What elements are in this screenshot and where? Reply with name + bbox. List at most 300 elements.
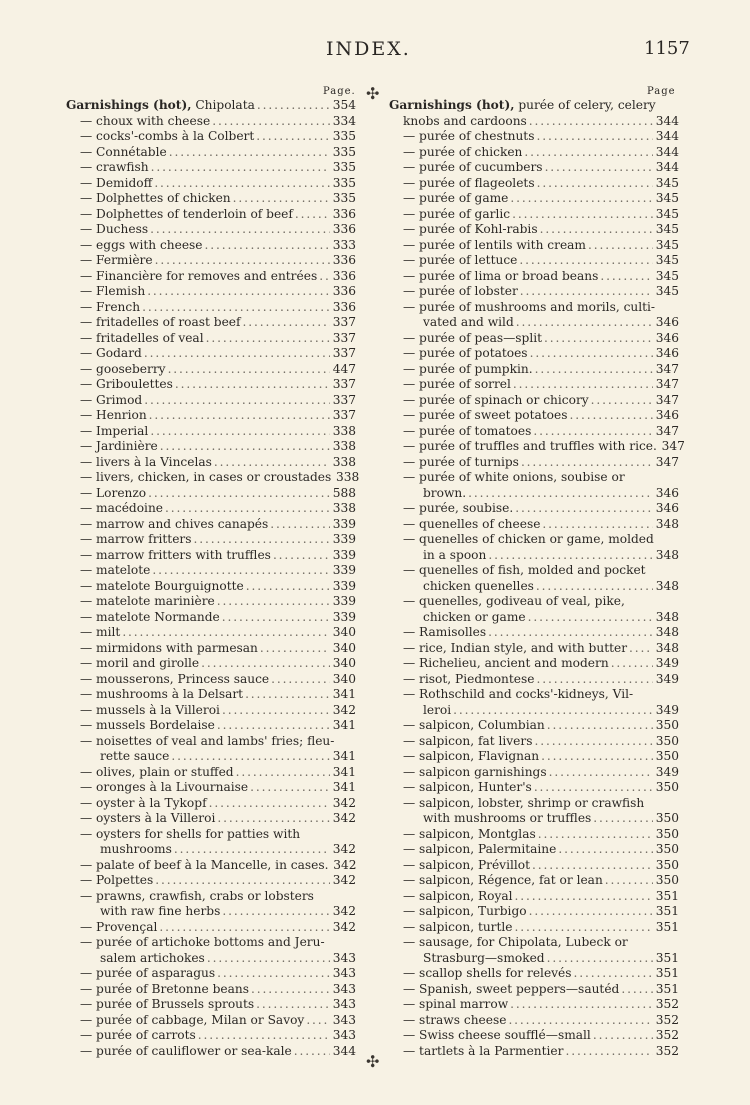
index-entry-text: — Dolphettes of tenderloin of beef xyxy=(80,206,293,221)
index-entry-text: — mousserons, Princess sauce xyxy=(80,671,270,686)
index-entry-text: — purée of garlic xyxy=(403,206,511,221)
index-entry-text: — livers à la Vincelas xyxy=(80,454,212,469)
index-entry xyxy=(389,935,679,966)
index-entry-text: — gooseberry xyxy=(80,361,166,376)
index-entry-text: — purée of sorrel xyxy=(403,377,511,391)
index-entry-text: — quenelles, godiveau of veal, pike, xyxy=(403,594,625,608)
index-entry xyxy=(389,517,679,533)
index-entry xyxy=(389,269,679,285)
page-reference: 352 xyxy=(655,1012,679,1027)
index-entry-text: — oysters à la Villeroi xyxy=(80,811,216,825)
index-entry xyxy=(389,734,679,750)
index-entry xyxy=(66,1013,356,1029)
index-entry xyxy=(66,377,356,393)
page-reference: 346 xyxy=(655,485,679,500)
page-reference: 341 xyxy=(332,687,356,701)
index-entry xyxy=(389,362,679,378)
index-entry xyxy=(66,207,356,223)
index-entry-text: Garnishings (hot), Chipolata xyxy=(66,98,255,112)
index-entry xyxy=(66,129,356,145)
page-reference: 338 xyxy=(335,470,360,484)
index-entry-text: — salpicon, Hunter's xyxy=(403,780,532,794)
index-entry xyxy=(389,594,679,625)
index-entry xyxy=(66,780,356,796)
page-reference: 347 xyxy=(655,392,679,407)
index-entry xyxy=(66,610,356,626)
index-entry xyxy=(389,253,679,269)
page-reference: 351 xyxy=(655,919,679,934)
index-entry-text: — Imperial xyxy=(80,423,149,438)
index-entry-text: — salpicon garnishings xyxy=(403,764,547,779)
index-entry-text: — Grimod xyxy=(80,392,143,407)
index-entry-text: — sausage, for Chipolata, Lubeck or xyxy=(403,935,628,949)
page-reference: 350 xyxy=(655,733,679,748)
index-entry xyxy=(66,176,356,192)
index-entry xyxy=(66,532,356,548)
index-entry xyxy=(389,625,679,641)
page-reference: 335 xyxy=(332,175,356,190)
page-reference: 350 xyxy=(655,811,679,825)
page-reference: 350 xyxy=(655,718,679,732)
index-entry-text: — purée of cabbage, Milan or Savoy xyxy=(80,1012,305,1027)
index-entry-text: — quenelles of fish, molded and pocket xyxy=(403,563,646,577)
page-reference: 335 xyxy=(332,191,356,205)
index-entry-text: — purée of artichoke bottoms and Jeru- xyxy=(80,935,325,949)
index-entry-text: — macédoine xyxy=(80,501,164,515)
index-entry-text: — salpicon, turtle xyxy=(403,919,513,934)
page-reference: 343 xyxy=(332,1028,356,1042)
index-entry-text: — purée of asparagus xyxy=(80,966,216,980)
index-entry-text: — purée, soubise. xyxy=(403,501,514,515)
index-entry-text: — mussels Bordelaise xyxy=(80,718,215,732)
index-entry xyxy=(389,238,679,254)
index-entry xyxy=(389,889,679,905)
index-entry-text: knobs and cardoons xyxy=(403,113,527,128)
page-reference: 347 xyxy=(655,423,679,438)
index-entry xyxy=(389,982,679,998)
index-entry-text: — fritadelles of veal xyxy=(80,330,204,345)
page-reference: 339 xyxy=(332,594,356,608)
index-entry-text: — mirmidons with parmesan xyxy=(80,640,258,655)
index-entry-text: leroi xyxy=(423,702,452,717)
index-entry-text: — purée of cauliflower or sea-kale xyxy=(80,1043,292,1058)
page-reference: 337 xyxy=(332,330,356,345)
index-entry xyxy=(66,734,356,765)
index-entry-text: — marrow fritters xyxy=(80,532,192,546)
page-reference: 334 xyxy=(332,113,356,128)
index-entry-text: rette sauce xyxy=(100,749,170,763)
right-index-column xyxy=(389,98,685,1059)
index-entry xyxy=(66,455,356,471)
page-reference: 345 xyxy=(655,284,679,298)
index-entry xyxy=(389,222,679,238)
index-entry xyxy=(66,238,356,254)
index-entry-text: Strasburg—smoked xyxy=(423,950,545,965)
index-entry-text: — Griboulettes xyxy=(80,377,173,391)
index-entry xyxy=(66,439,356,455)
index-entry-text: — olives, plain or stuffed xyxy=(80,764,234,779)
index-entry xyxy=(66,594,356,610)
index-entry-text: — matelote marinière xyxy=(80,594,215,608)
index-entry-text: — purée of cucumbers xyxy=(403,160,543,174)
index-entry xyxy=(66,873,356,889)
page-reference: 345 xyxy=(655,268,679,283)
index-entry-text: — choux with cheese xyxy=(80,113,211,128)
index-entry-text: — Jardinière xyxy=(80,439,158,453)
page-reference: 336 xyxy=(332,284,356,298)
index-entry-text: — matelote xyxy=(80,563,151,577)
index-entry-text: — tartlets à la Parmentier xyxy=(403,1043,564,1058)
page-reference: 345 xyxy=(655,253,679,267)
page-reference: 342 xyxy=(332,795,356,810)
index-entry xyxy=(66,935,356,966)
index-entry-text: — Provençal xyxy=(80,919,158,934)
index-entry-text: — scallop shells for relevés xyxy=(403,966,572,980)
cross-ornament-icon: ✣ xyxy=(366,1052,380,1071)
index-entry xyxy=(389,191,679,207)
index-entry-text: — purée of Bretonne beans xyxy=(80,981,249,996)
index-entry-text: — oronges à la Livournaise xyxy=(80,780,249,794)
page-reference: 350 xyxy=(655,873,679,887)
index-entry-text: — Flemish xyxy=(80,284,146,298)
index-entry xyxy=(66,300,356,316)
page-reference: 340 xyxy=(332,671,356,686)
index-entry xyxy=(389,827,679,843)
index-entry xyxy=(389,346,679,362)
index-entry xyxy=(66,982,356,998)
index-entry xyxy=(389,563,679,594)
index-entry xyxy=(66,362,356,378)
index-entry-text: with mushrooms or truffles xyxy=(423,811,592,825)
index-entry xyxy=(66,703,356,719)
index-entry-text: chicken quenelles xyxy=(423,578,534,593)
index-entry xyxy=(66,191,356,207)
index-entry xyxy=(389,997,679,1013)
index-entry-text: — salpicon, fat livers xyxy=(403,733,533,748)
index-entry-text: — purée of lima or broad beans xyxy=(403,268,599,283)
index-entry-text: — Ramisolles xyxy=(403,625,487,639)
page-reference: 351 xyxy=(655,888,679,903)
index-entry xyxy=(66,331,356,347)
index-entry-text: — purée of game xyxy=(403,191,509,205)
index-entry xyxy=(389,377,679,393)
index-entry-text: — purée of mushrooms and morils, culti- xyxy=(403,299,656,314)
page-reference: 339 xyxy=(332,532,356,546)
index-entry xyxy=(389,842,679,858)
index-entry xyxy=(66,1028,356,1044)
index-entry xyxy=(389,765,679,781)
page-reference: 337 xyxy=(332,392,356,407)
page-reference: 447 xyxy=(332,361,356,376)
page-reference: 349 xyxy=(655,702,679,717)
index-entry-text: with raw fine herbs xyxy=(100,904,221,918)
page-reference: 345 xyxy=(655,237,679,252)
index-entry-text: — purée of lentils with cream xyxy=(403,237,586,252)
index-entry-text: — purée of sweet potatoes xyxy=(403,408,568,422)
page-reference: 346 xyxy=(655,501,679,515)
page-reference: 343 xyxy=(332,1012,356,1027)
index-entry-text: — moril and girolle xyxy=(80,656,200,670)
page-reference: 347 xyxy=(655,454,679,469)
index-entry-text: — salpicon, Montglas xyxy=(403,826,536,841)
index-entry-text: brown. xyxy=(423,485,467,500)
page-title: INDEX. xyxy=(326,38,411,60)
left-column-page-heading: Page. xyxy=(323,86,356,97)
page-reference: 342 xyxy=(332,811,356,825)
page-reference: 335 xyxy=(332,129,356,143)
page-reference: 348 xyxy=(655,578,679,593)
page-reference: 347 xyxy=(661,439,685,453)
index-entry-text: — Swiss cheese soufflé—small xyxy=(403,1028,591,1042)
index-entry xyxy=(389,207,679,223)
index-entry-text: — mussels à la Villeroi xyxy=(80,702,220,717)
index-entry-text: — Lorenzo xyxy=(80,485,147,500)
index-entry xyxy=(389,145,679,161)
index-entry xyxy=(66,811,356,827)
page-reference: 349 xyxy=(655,671,679,686)
index-entry-text: — Fermière xyxy=(80,253,153,267)
index-entry-text: — salpicon, Royal xyxy=(403,888,513,903)
page-reference: 350 xyxy=(655,842,679,856)
page-reference: 340 xyxy=(332,640,356,655)
index-entry xyxy=(66,765,356,781)
index-entry-text: — purée of chestnuts xyxy=(403,129,535,143)
index-entry-text: — eggs with cheese xyxy=(80,237,203,252)
page-reference: 343 xyxy=(332,966,356,980)
index-entry xyxy=(389,873,679,889)
page-reference: 344 xyxy=(655,113,679,128)
page-reference: 352 xyxy=(655,1043,679,1058)
index-entry-text: in a spoon xyxy=(423,547,487,562)
index-entry-text: — risot, Piedmontese xyxy=(403,671,535,686)
index-entry-text: — salpicon, Régence, fat or lean xyxy=(403,873,603,887)
page-reference: 350 xyxy=(655,749,679,763)
page-reference: 338 xyxy=(332,439,356,453)
left-index-column xyxy=(66,98,360,1059)
index-entry-text: — oysters for shells for patties with xyxy=(80,826,301,841)
index-entry xyxy=(389,160,679,176)
index-entry-text: — salpicon, Flavignan xyxy=(403,749,540,763)
page-reference: 339 xyxy=(332,609,356,624)
index-entry-text: — Financière for removes and entrées xyxy=(80,268,318,283)
index-entry-text: — salpicon, Palermitaine xyxy=(403,842,557,856)
index-entry xyxy=(66,858,356,874)
index-entry xyxy=(66,1044,356,1060)
index-entry-text: — Rothschild and cocks'-kidneys, Vil- xyxy=(403,687,634,701)
index-entry-text: — purée of potatoes xyxy=(403,346,528,360)
page-reference: 341 xyxy=(332,764,356,779)
page-reference: 348 xyxy=(655,625,679,639)
index-entry-text: — palate of beef à la Mancelle, in cases. xyxy=(80,857,329,872)
index-entry xyxy=(389,501,679,517)
index-entry xyxy=(66,114,356,130)
page-reference: 348 xyxy=(655,640,679,655)
index-entry xyxy=(389,470,679,501)
index-entry-text: mushrooms xyxy=(100,842,172,856)
index-entry xyxy=(66,517,356,533)
index-entry-text: — Polpettes xyxy=(80,873,154,887)
index-entry-text: — purée of spinach or chicory xyxy=(403,392,589,407)
index-entry xyxy=(66,889,356,920)
page-reference: 336 xyxy=(332,268,356,283)
page-reference: 350 xyxy=(655,826,679,841)
index-entry-text: — matelote Bourguignotte xyxy=(80,578,244,593)
index-entry xyxy=(66,641,356,657)
page-reference: 346 xyxy=(655,330,679,345)
index-entry xyxy=(389,687,679,718)
index-entry xyxy=(66,997,356,1013)
page-reference: 342 xyxy=(333,857,357,872)
page-reference: 345 xyxy=(655,175,679,190)
page-reference: 352 xyxy=(655,1028,679,1042)
index-entry xyxy=(389,796,679,827)
page-reference: 351 xyxy=(655,950,679,965)
page-reference: 349 xyxy=(655,764,679,779)
index-entry-text: — purée of chicken xyxy=(403,144,523,159)
page-reference: 351 xyxy=(655,904,679,918)
page-reference: 342 xyxy=(332,904,356,918)
page-reference: 344 xyxy=(655,129,679,143)
index-entry-text: — Connétable xyxy=(80,144,167,159)
index-entry xyxy=(389,641,679,657)
page-reference: 333 xyxy=(332,237,356,252)
index-entry-text: — marrow and chives canapés xyxy=(80,516,269,531)
page-reference: 348 xyxy=(655,609,679,624)
index-entry-text: — salpicon, lobster, shrimp or crawfish xyxy=(403,795,645,810)
index-entry-text: — milt xyxy=(80,625,121,639)
index-entry-text: vated and wild xyxy=(423,315,514,329)
index-entry xyxy=(66,269,356,285)
index-entry-text: — purée of turnips xyxy=(403,454,519,469)
index-entry xyxy=(66,718,356,734)
page-reference: 341 xyxy=(332,749,356,763)
index-entry xyxy=(389,393,679,409)
index-entry-text: — fritadelles of roast beef xyxy=(80,315,241,329)
index-heading-entry xyxy=(389,98,679,129)
index-entry xyxy=(66,222,356,238)
page-reference: 336 xyxy=(332,222,356,236)
page-reference: 348 xyxy=(655,547,679,562)
index-entry xyxy=(66,687,356,703)
page-reference: 339 xyxy=(332,563,356,577)
page-reference: 335 xyxy=(332,160,356,174)
page-reference: 341 xyxy=(332,780,356,794)
index-entry-text: — purée of Brussels sprouts xyxy=(80,997,255,1011)
index-entry-text: — quenelles of cheese xyxy=(403,516,541,531)
index-entry xyxy=(389,129,679,145)
page-reference: 588 xyxy=(332,485,356,500)
index-entry-text: — Richelieu, ancient and modern xyxy=(403,656,609,670)
page-reference: 338 xyxy=(332,501,356,515)
index-entry xyxy=(66,966,356,982)
index-entry xyxy=(389,176,679,192)
index-entry-text: — Henrion xyxy=(80,408,147,422)
page-reference: 337 xyxy=(332,315,356,329)
index-entry-text: chicken or game xyxy=(423,609,526,624)
index-entry-text: — matelote Normande xyxy=(80,609,220,624)
index-entry xyxy=(389,300,679,331)
page-reference: 341 xyxy=(332,718,356,732)
index-entry xyxy=(66,160,356,176)
index-entry-text: — rice, Indian style, and with butter xyxy=(403,640,628,655)
page-reference: 337 xyxy=(332,346,356,360)
page-reference: 351 xyxy=(655,981,679,996)
index-entry xyxy=(389,439,685,455)
page-reference: 342 xyxy=(332,873,356,887)
page-reference: 347 xyxy=(655,377,679,391)
index-entry-text: — purée of peas—split xyxy=(403,330,543,345)
index-entry xyxy=(389,966,679,982)
page-reference: 338 xyxy=(332,423,356,438)
index-entry-text: — salpicon, Columbian xyxy=(403,718,545,732)
index-entry-text: Garnishings (hot), purée of celery, celery xyxy=(389,98,656,112)
index-entry xyxy=(389,656,679,672)
right-column-page-heading: Page xyxy=(647,86,676,97)
page-reference: 343 xyxy=(332,981,356,996)
page-reference: 342 xyxy=(332,702,356,717)
index-entry xyxy=(389,858,679,874)
index-entry-text: — straws cheese xyxy=(403,1012,507,1027)
page-reference: 335 xyxy=(332,144,356,159)
index-entry xyxy=(66,393,356,409)
index-entry-text: — Duchess xyxy=(80,222,149,236)
index-entry xyxy=(66,346,356,362)
index-entry xyxy=(389,1013,679,1029)
page-reference: 339 xyxy=(332,547,356,562)
index-entry xyxy=(66,827,356,858)
page-reference: 343 xyxy=(332,950,356,965)
index-entry xyxy=(389,1028,679,1044)
index-entry-text: — purée of lobster xyxy=(403,284,518,298)
page-reference: 344 xyxy=(655,144,679,159)
index-entry-text: — quenelles of chicken or game, molded xyxy=(403,532,654,546)
index-entry-text: — livers, chicken, in cases or croustades xyxy=(80,470,332,484)
page-reference: 354 xyxy=(332,98,356,112)
page-reference: 350 xyxy=(655,857,679,872)
index-entry xyxy=(389,424,679,440)
index-entry xyxy=(389,408,679,424)
index-entry-text: — salpicon, Turbigo xyxy=(403,904,527,918)
index-entry-text: — French xyxy=(80,299,141,314)
index-entry xyxy=(66,672,356,688)
index-entry-text: — salpicon, Prévillot xyxy=(403,857,530,872)
index-entry xyxy=(389,672,679,688)
page-reference: 348 xyxy=(655,516,679,531)
index-entry-text: — marrow fritters with truffles xyxy=(80,547,271,562)
index-entry xyxy=(389,1044,679,1060)
index-entry-text: — purée of tomatoes xyxy=(403,423,532,438)
page-reference: 350 xyxy=(655,780,679,794)
page-reference: 336 xyxy=(332,206,356,221)
index-entry-text: — prawns, crawfish, crabs or lobsters xyxy=(80,888,314,903)
index-entry-text: — Godard xyxy=(80,346,142,360)
index-entry-text: — Spanish, sweet peppers—sautéd xyxy=(403,981,620,996)
page-reference: 339 xyxy=(332,516,356,531)
index-entry xyxy=(66,548,356,564)
page-reference: 342 xyxy=(332,919,356,934)
index-entry xyxy=(66,284,356,300)
index-heading-entry xyxy=(66,98,356,114)
index-entry xyxy=(66,656,356,672)
page-reference: 345 xyxy=(655,191,679,205)
index-entry-text: — purée of pumpkin. xyxy=(403,361,533,376)
page-reference: 344 xyxy=(332,1043,356,1058)
page-header xyxy=(0,38,750,62)
index-entry-text: — purée of white onions, soubise or xyxy=(403,470,625,484)
index-entry-text: — spinal marrow xyxy=(403,997,509,1011)
page-reference: 344 xyxy=(655,160,679,174)
page-reference: 340 xyxy=(332,625,356,639)
